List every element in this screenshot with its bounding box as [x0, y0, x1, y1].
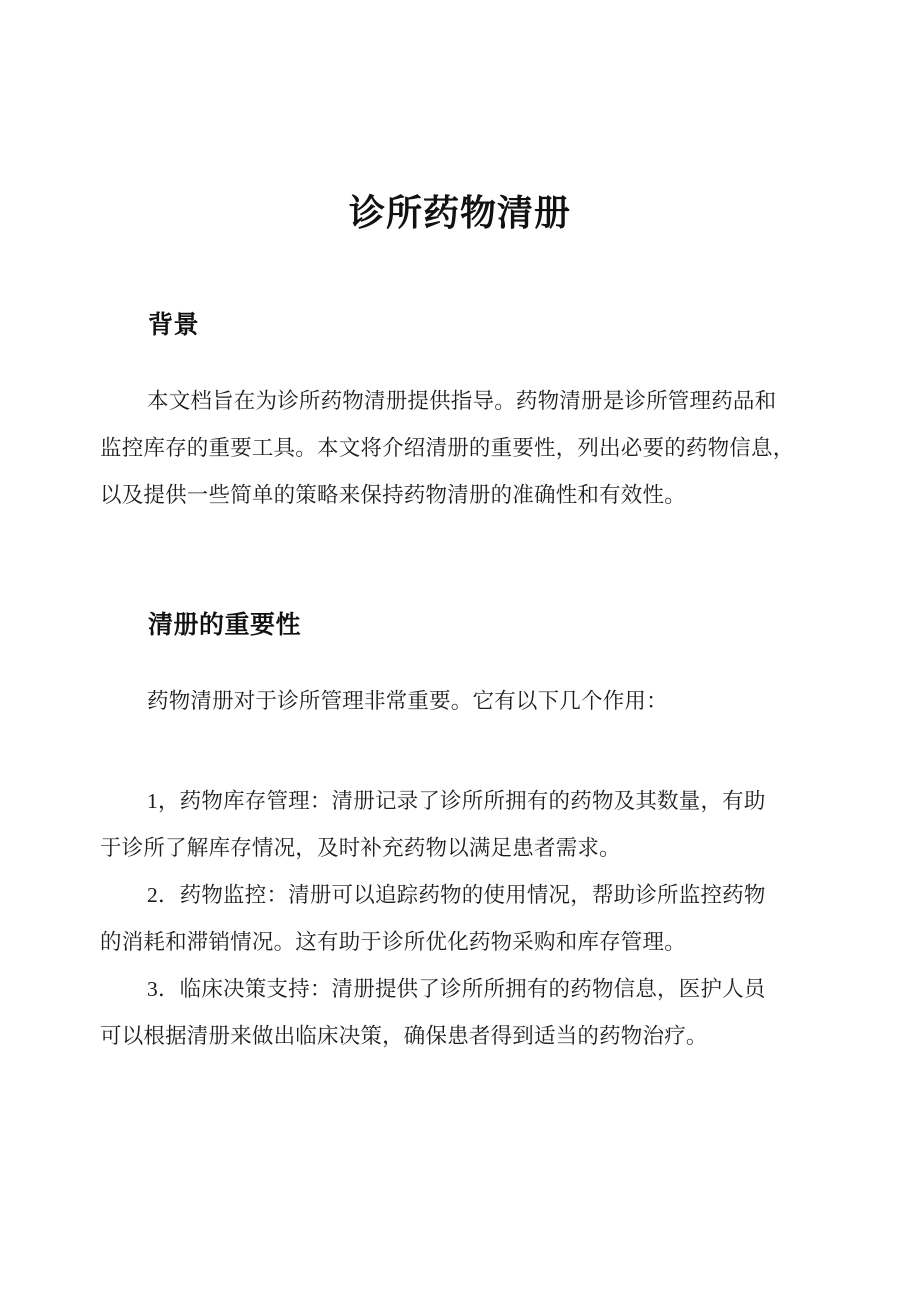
section-heading-background: 背景: [148, 309, 200, 339]
paragraph-background: [100, 378, 820, 519]
list-item-line: 可以根据清册来做出临床决策，确保患者得到适当的药物治疗。: [100, 1024, 708, 1048]
paragraph-line: 本文档旨在为诊所药物清册提供指导。药物清册是诊所管理药品和: [147, 389, 777, 413]
numbered-list: [100, 778, 820, 1060]
list-item: [100, 872, 820, 966]
list-item-line: 2．药物监控：清册可以追踪药物的使用情况，帮助诊所监控药物: [147, 883, 766, 907]
list-item-line: 1，药物库存管理：清册记录了诊所所拥有的药物及其数量，有助: [147, 789, 766, 813]
page-title: 诊所药物清册: [348, 193, 571, 235]
paragraph-line: 监控库存的重要工具。本文将介绍清册的重要性，列出必要的药物信息，: [100, 436, 795, 460]
paragraph-importance: [100, 678, 820, 725]
list-item-line: 的消耗和滞销情况。这有助于诊所优化药物采购和库存管理。: [100, 930, 686, 954]
section-heading-importance: 清册的重要性: [148, 609, 302, 639]
paragraph-line: 药物清册对于诊所管理非常重要。它有以下几个作用：: [147, 689, 668, 713]
list-item-line: 3．临床决策支持：清册提供了诊所所拥有的药物信息，医护人员: [147, 977, 766, 1001]
list-item-line: 于诊所了解库存情况，及时补充药物以满足患者需求。: [100, 836, 621, 860]
list-item: [100, 778, 820, 872]
paragraph-line: 以及提供一些简单的策略来保持药物清册的准确性和有效性。: [100, 483, 686, 507]
list-item: [100, 966, 820, 1060]
